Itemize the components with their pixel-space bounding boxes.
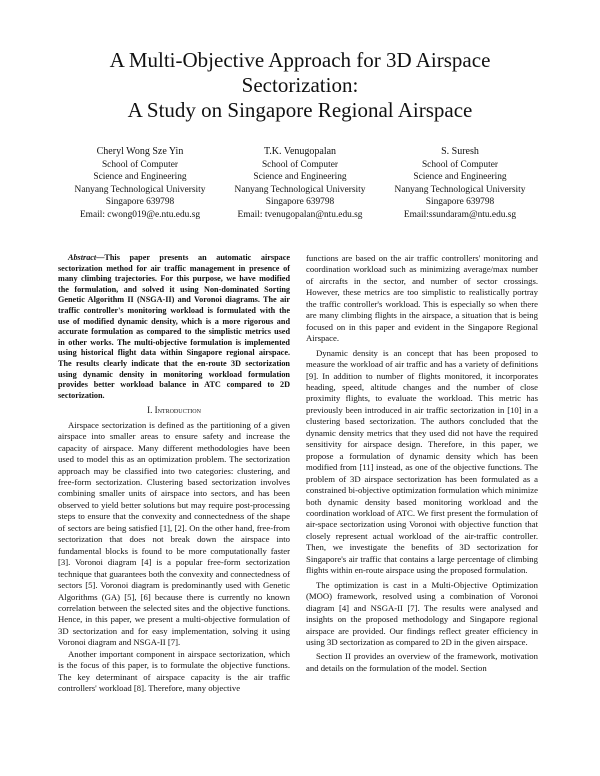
title-line-1: A Multi-Objective Approach for 3D Airspace — [109, 48, 491, 72]
left-column — [58, 253, 290, 695]
author-block — [60, 146, 540, 222]
author-email: Email: tvenugopalan@ntu.edu.sg — [237, 209, 363, 220]
author-affiliation-line: Singapore 639798 — [105, 197, 175, 208]
author-affiliation-line: Singapore 639798 — [425, 197, 495, 208]
author-affiliation-line: Singapore 639798 — [265, 197, 335, 208]
abstract — [58, 253, 290, 401]
body-paragraph: The optimization is cast in a Multi-Objective Optimization (MOO) framework, resolved using a combination of Voronoi diagram [4] and NSGA-II [7]. The results were analysed and insights on the proposed methodology and Singapore regional airspace are provided. Our findings reflect greater efficiency in using 3D sectorization as compared to 2D in the given airspace. — [306, 579, 538, 647]
author-affiliation-line: School of Computer — [421, 159, 499, 170]
author-name: T.K. Venugopalan — [263, 146, 337, 157]
author-affiliation-line: Nanyang Technological University — [74, 184, 206, 195]
title-line-3: A Study on Singapore Regional Airspace — [127, 98, 473, 122]
body-paragraph: Another important component in airspace sectorization, which is the focus of this paper, is to formulate the objective functions. The key determinant of airspace capacity is the air traffic controllers' workload [8]. Therefore, many objective — [58, 648, 290, 694]
author-affiliation-line: Science and Engineering — [413, 172, 507, 183]
author-affiliation-line: Science and Engineering — [93, 172, 187, 183]
author-affiliation-line: Science and Engineering — [253, 172, 347, 183]
body-paragraph: functions are based on the air traffic controllers' monitoring and coordination workload such as minimizing average/max number of aircrafts in the sector, and number of sector crossings. However, these metrics are too simplistic to realistically portray the traffic controller's workload. This is especially so when there are many climbing flights in the airspace, a situation that is being focused on in this paper and evident in the Singapore Regional Airspace. — [306, 253, 538, 344]
author-1 — [60, 146, 220, 222]
author-name: Cheryl Wong Sze Yin — [96, 146, 184, 157]
abstract-label: Abstract — [68, 253, 97, 262]
abstract-text: —This paper presents an automatic airspace sectorization method for air traffic management in presence of many climbing trajectories. For this purpose, we have modified the formulation, and solved it using Non-dominated Sorting Genetic Algorithm II (NSGA-II) and Voronoi diagrams. The air traffic controller's monitoring workload is formulated with the use of modified dynamic density, which is a more rigorous and accurate formulation as compared to the simplistic metrics used in other works. The multi-objective formulation is implemented using historical flight data within Singapore regional airspace. The results clearly indicate that the en-route 3D sectorization using dynamic density in monitoring workload formulation provides better workload balance in ATC compared to 2D sectorization. — [58, 253, 290, 400]
body-paragraph: Dynamic density is an concept that has been proposed to measure the workload of air traffic and has a variety of definitions [9]. In addition to number of flights monitored, it incorporates heading, speed, altitude changes and the number of close proximity flights, to evaluate the workload. This metric has previously been introduced in air traffic sectorization in [10] in a clustering based sectorization. The authors concluded that the dynamic density metrics that they used did not have the required sensitivity for airspace design. Therefore, in this paper, we propose a formulation of dynamic density which has been modified from [11] instead, as one of the objective functions. The problem of 3D airspace sectorization has been formulated as a constrained bi-objective optimization formulation which minimize both dynamic density based monitoring workload and the coordination workload of ATC. We first present the formulation of air-space sectorization using Voronoi with objective function that closely represent actual workload of the air-traffic controller. Then, we investigate the benefits of 3D sectorization for Singapore's air traffic that contains a large percentage of climbing flights within en-route airspace using the proposed formulation. — [306, 347, 538, 576]
author-3 — [380, 146, 540, 222]
author-name: S. Suresh — [441, 146, 479, 157]
body-paragraph: Airspace sectorization is defined as the partitioning of a given airspace into smaller areas to ensure safety and increase the capacity of airspace. Many different methodologies have been used to model this as an optimization problem. The sectorization approach may be classified into two categories: clustering, and free-form sectorization. Clustering based sectorization involves combining smaller units of airspace into sectors, and has been observed to yield better solutions but may require post-processing steps to ensure that the convexity and connectedness of the shape of sectors are being satisfied [1], [2]. On the other hand, free-from sectorization that does not break down the airspace into fundamental blocks is found to be more computationally faster [3]. Voronoi diagram [4] is a popular free-form sectorization technique that guarantees both the convexity and connectedness of sectors [5]. Voronoi diagram is predominantly used with Genetic Algorithms (GA) [5], [6] because there is currently no known correlation between the selected sites and the objective functions. Hence, in this paper, we present a multi-objective formulation of 3D sectorization and for easy implementation, solving it using Voronoi diagram and NSGA-II [7]. — [58, 419, 290, 648]
body-paragraph: Section II provides an overview of the framework, motivation and details on the formulation of the model. Section — [306, 651, 538, 673]
author-email: Email: cwong019@e.ntu.edu.sg — [79, 209, 201, 220]
author-affiliation-line: Nanyang Technological University — [234, 184, 366, 195]
author-affiliation-line: School of Computer — [101, 159, 179, 170]
paper-title — [20, 48, 580, 123]
author-affiliation-line: Nanyang Technological University — [394, 184, 526, 195]
title-line-2: Sectorization: — [241, 73, 359, 97]
author-affiliation-line: School of Computer — [261, 159, 339, 170]
right-column — [306, 253, 538, 674]
author-2 — [220, 146, 380, 222]
author-email: Email:ssundaram@ntu.edu.sg — [403, 209, 517, 220]
section-heading-introduction: I. Introduction — [147, 405, 201, 416]
